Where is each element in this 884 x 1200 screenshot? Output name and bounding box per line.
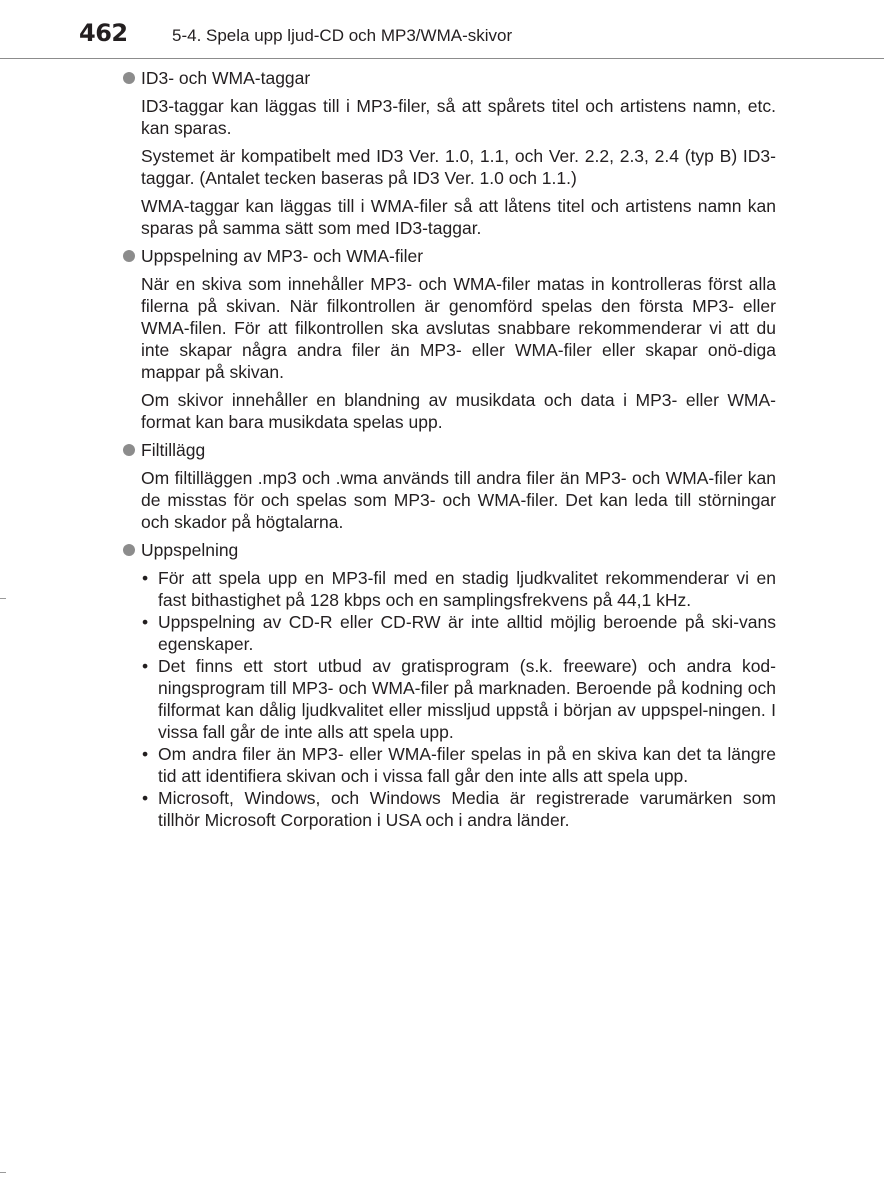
bullet-icon: • [142,612,149,632]
circle-bullet-icon [123,72,135,84]
bullet-icon: • [142,656,149,676]
list-item-text: Uppspelning av CD-R eller CD-RW är inte alltid möjlig beroende på ski-vans egenskaper. [158,612,776,654]
section-heading-text: ID3- och WMA-taggar [141,68,311,88]
body-paragraph: Systemet är kompatibelt med ID3 Ver. 1.0, 1.1, och Ver. 2.2, 2.3, 2.4 (typ B) ID3-taggar. (Antalet tecken baseras på ID3 Ver. 1.0 och 1.1.) [141,146,776,188]
list-item [141,655,776,743]
list-item [141,743,776,787]
page-body [122,67,776,831]
bullet-icon: • [142,568,149,588]
list-item-text: Microsoft, Windows, och Windows Media är registrerade varumärken som tillhör Microsoft Corporation i USA och i andra länder. [158,788,776,830]
section-title: 5-4. Spela upp ljud-CD och MP3/WMA-skivor [172,26,513,45]
list-item [141,787,776,831]
body-paragraph: Om filtilläggen .mp3 och .wma används till andra filer än MP3- och WMA-filer kan de misstas för och spelas som MP3- och WMA-filer. Det kan leda till störningar och skador på högtalarna. [141,468,776,532]
section-heading [122,439,776,461]
section-heading [122,245,776,267]
list-item-text: Det finns ett stort utbud av gratisprogram (s.k. freeware) och andra kod-ningsprogram till MP3- och WMA-filer på marknaden. Beroende på kodning och filformat kan dålig ljudkvalitet eller missljud uppstå i början av uppspel-ningen. I vissa fall går de inte alls att spela upp. [158,656,776,742]
bullet-list [141,567,776,831]
list-item [141,611,776,655]
list-item [141,567,776,611]
list-item-text: Om andra filer än MP3- eller WMA-filer spelas in på en skiva kan det ta längre tid att identifiera skivan och i vissa fall går den inte alls att spela upp. [158,744,776,786]
section-heading-text: Uppspelning av MP3- och WMA-filer [141,246,424,266]
circle-bullet-icon [123,250,135,262]
body-paragraph: WMA-taggar kan läggas till i WMA-filer så att låtens titel och artistens namn kan sparas på samma sätt som med ID3-taggar. [141,196,776,238]
section-heading-text: Filtillägg [141,440,206,460]
page-number: 462 [79,19,128,47]
section-heading [122,67,776,89]
edge-tick-mark [0,1172,6,1173]
section-heading-text: Uppspelning [141,540,239,560]
body-paragraph: Om skivor innehåller en blandning av musikdata och data i MP3- eller WMA-format kan bara musikdata spelas upp. [141,390,776,432]
header-divider [0,58,884,59]
body-paragraph: ID3-taggar kan läggas till i MP3-filer, så att spårets titel och artistens namn, etc. kan sparas. [141,96,776,138]
section-heading [122,539,776,561]
circle-bullet-icon [123,544,135,556]
list-item-text: För att spela upp en MP3-fil med en stadig ljudkvalitet rekommenderar vi en fast bithastighet på 128 kbps och en samplingsfrekvens på 44,1 kHz. [158,568,776,610]
bullet-icon: • [142,744,149,764]
page-header [0,18,884,58]
body-paragraph: När en skiva som innehåller MP3- och WMA-filer matas in kontrolleras först alla filerna på skivan. När filkontrollen är genomförd spelas den första MP3- eller WMA-filen. För att filkontrollen ska avslutas snabbare rekommenderar vi att du inte skapar några andra filer än MP3- eller WMA-filer eller skapar onö-diga mappar på skivan. [141,274,776,382]
edge-tick-mark [0,598,6,599]
bullet-icon: • [142,788,149,808]
circle-bullet-icon [123,444,135,456]
